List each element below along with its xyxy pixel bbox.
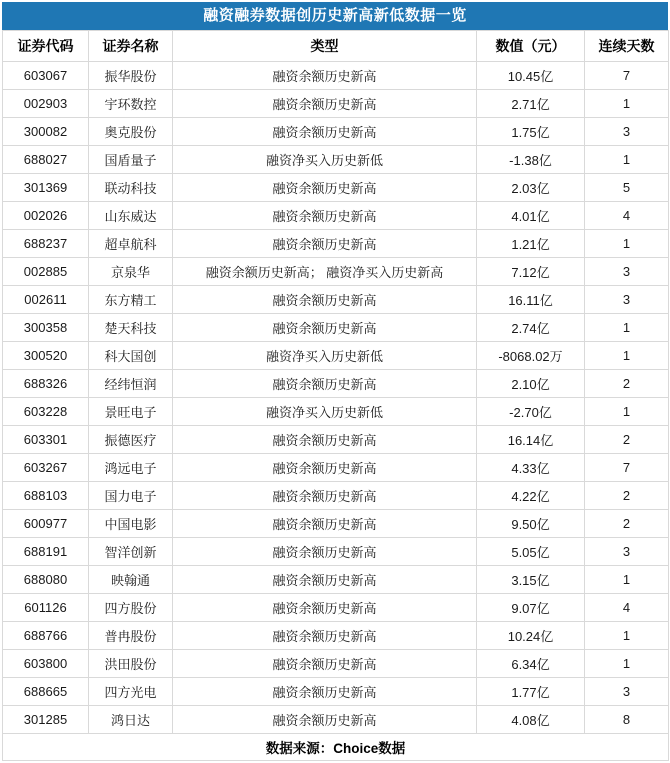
cell-type: 融资余额历史新高 (173, 118, 477, 146)
cell-security-name: 振华股份 (89, 62, 173, 90)
cell-value: 1.75亿 (477, 118, 585, 146)
cell-consecutive-days: 1 (585, 314, 669, 342)
cell-type: 融资净买入历史新低 (173, 146, 477, 174)
cell-value: -1.38亿 (477, 146, 585, 174)
cell-type: 融资余额历史新高 (173, 230, 477, 258)
cell-type: 融资余额历史新高 (173, 594, 477, 622)
cell-security-code: 688326 (3, 370, 89, 398)
cell-consecutive-days: 2 (585, 510, 669, 538)
cell-value: 4.08亿 (477, 706, 585, 734)
cell-security-name: 振德医疗 (89, 426, 173, 454)
table-row (3, 342, 669, 370)
table-row (3, 426, 669, 454)
cell-type: 融资余额历史新高 (173, 90, 477, 118)
cell-value: 2.03亿 (477, 174, 585, 202)
cell-security-name: 普冉股份 (89, 622, 173, 650)
cell-type: 融资净买入历史新低 (173, 398, 477, 426)
cell-type: 融资余额历史新高 (173, 314, 477, 342)
cell-consecutive-days: 1 (585, 622, 669, 650)
cell-security-name: 楚天科技 (89, 314, 173, 342)
cell-security-name: 鸿远电子 (89, 454, 173, 482)
cell-value: 2.10亿 (477, 370, 585, 398)
cell-value: 9.07亿 (477, 594, 585, 622)
col-header-consecutive-days: 连续天数 (585, 31, 669, 62)
cell-security-name: 国盾量子 (89, 146, 173, 174)
cell-value: 3.15亿 (477, 566, 585, 594)
cell-security-code: 002026 (3, 202, 89, 230)
table-row (3, 286, 669, 314)
table-row (3, 706, 669, 734)
cell-security-code: 688665 (3, 678, 89, 706)
table-row (3, 118, 669, 146)
cell-security-code: 002903 (3, 90, 89, 118)
cell-security-code: 002611 (3, 286, 89, 314)
cell-security-code: 688237 (3, 230, 89, 258)
table-row (3, 510, 669, 538)
cell-consecutive-days: 3 (585, 678, 669, 706)
cell-value: 4.22亿 (477, 482, 585, 510)
cell-security-name: 中国电影 (89, 510, 173, 538)
table-row (3, 258, 669, 286)
cell-security-name: 奥克股份 (89, 118, 173, 146)
cell-security-name: 宇环数控 (89, 90, 173, 118)
cell-security-name: 四方光电 (89, 678, 173, 706)
cell-type: 融资余额历史新高； 融资净买入历史新高 (173, 258, 477, 286)
cell-type: 融资余额历史新高 (173, 510, 477, 538)
cell-type: 融资余额历史新高 (173, 622, 477, 650)
col-header-security-name: 证券名称 (89, 31, 173, 62)
cell-security-name: 经纬恒润 (89, 370, 173, 398)
cell-security-code: 601126 (3, 594, 89, 622)
cell-security-code: 300082 (3, 118, 89, 146)
cell-value: 16.14亿 (477, 426, 585, 454)
cell-value: 4.01亿 (477, 202, 585, 230)
cell-security-name: 超卓航科 (89, 230, 173, 258)
cell-security-name: 洪田股份 (89, 650, 173, 678)
cell-security-code: 688027 (3, 146, 89, 174)
cell-security-code: 603228 (3, 398, 89, 426)
cell-consecutive-days: 7 (585, 454, 669, 482)
table-row (3, 174, 669, 202)
cell-consecutive-days: 3 (585, 538, 669, 566)
cell-security-code: 603301 (3, 426, 89, 454)
cell-consecutive-days: 2 (585, 370, 669, 398)
source-row (3, 734, 669, 761)
cell-security-code: 300520 (3, 342, 89, 370)
cell-value: 2.71亿 (477, 90, 585, 118)
col-header-type: 类型 (173, 31, 477, 62)
cell-type: 融资净买入历史新低 (173, 342, 477, 370)
cell-type: 融资余额历史新高 (173, 174, 477, 202)
cell-security-name: 四方股份 (89, 594, 173, 622)
data-table (2, 30, 669, 761)
cell-value: 10.45亿 (477, 62, 585, 90)
table-row (3, 678, 669, 706)
margin-trading-table (2, 2, 668, 761)
cell-security-code: 603267 (3, 454, 89, 482)
cell-consecutive-days: 1 (585, 146, 669, 174)
cell-security-name: 山东威达 (89, 202, 173, 230)
cell-security-name: 国力电子 (89, 482, 173, 510)
cell-type: 融资余额历史新高 (173, 202, 477, 230)
cell-value: 2.74亿 (477, 314, 585, 342)
cell-consecutive-days: 8 (585, 706, 669, 734)
cell-security-code: 600977 (3, 510, 89, 538)
table-row (3, 90, 669, 118)
cell-value: 1.77亿 (477, 678, 585, 706)
data-source-label: 数据来源：Choice数据 (3, 734, 669, 761)
cell-security-code: 603067 (3, 62, 89, 90)
cell-security-code: 301369 (3, 174, 89, 202)
cell-security-name: 景旺电子 (89, 398, 173, 426)
cell-security-name: 科大国创 (89, 342, 173, 370)
cell-consecutive-days: 1 (585, 342, 669, 370)
table-row (3, 566, 669, 594)
table-row (3, 146, 669, 174)
cell-consecutive-days: 1 (585, 90, 669, 118)
cell-consecutive-days: 5 (585, 174, 669, 202)
cell-value: -8068.02万 (477, 342, 585, 370)
cell-type: 融资余额历史新高 (173, 370, 477, 398)
table-row (3, 454, 669, 482)
table-row (3, 538, 669, 566)
cell-type: 融资余额历史新高 (173, 62, 477, 90)
cell-value: 5.05亿 (477, 538, 585, 566)
cell-security-code: 301285 (3, 706, 89, 734)
table-row (3, 230, 669, 258)
cell-consecutive-days: 7 (585, 62, 669, 90)
cell-security-code: 603800 (3, 650, 89, 678)
cell-value: 16.11亿 (477, 286, 585, 314)
cell-consecutive-days: 1 (585, 650, 669, 678)
cell-type: 融资余额历史新高 (173, 426, 477, 454)
cell-security-name: 鸿日达 (89, 706, 173, 734)
table-row (3, 62, 669, 90)
table-row (3, 202, 669, 230)
table-row (3, 482, 669, 510)
cell-value: 7.12亿 (477, 258, 585, 286)
cell-security-code: 688766 (3, 622, 89, 650)
cell-value: 9.50亿 (477, 510, 585, 538)
cell-security-name: 智洋创新 (89, 538, 173, 566)
cell-consecutive-days: 1 (585, 230, 669, 258)
table-row (3, 314, 669, 342)
cell-consecutive-days: 1 (585, 398, 669, 426)
cell-value: 1.21亿 (477, 230, 585, 258)
cell-security-code: 002885 (3, 258, 89, 286)
table-body (3, 62, 669, 734)
header-row (3, 31, 669, 62)
table-row (3, 622, 669, 650)
cell-security-name: 东方精工 (89, 286, 173, 314)
cell-value: -2.70亿 (477, 398, 585, 426)
cell-security-code: 688103 (3, 482, 89, 510)
cell-type: 融资余额历史新高 (173, 678, 477, 706)
cell-security-name: 联动科技 (89, 174, 173, 202)
cell-type: 融资余额历史新高 (173, 286, 477, 314)
cell-type: 融资余额历史新高 (173, 454, 477, 482)
cell-security-code: 688080 (3, 566, 89, 594)
col-header-value: 数值（元） (477, 31, 585, 62)
cell-type: 融资余额历史新高 (173, 538, 477, 566)
cell-consecutive-days: 2 (585, 482, 669, 510)
col-header-security-code: 证券代码 (3, 31, 89, 62)
cell-value: 10.24亿 (477, 622, 585, 650)
cell-value: 4.33亿 (477, 454, 585, 482)
cell-type: 融资余额历史新高 (173, 650, 477, 678)
cell-security-code: 688191 (3, 538, 89, 566)
cell-type: 融资余额历史新高 (173, 706, 477, 734)
cell-value: 6.34亿 (477, 650, 585, 678)
table-row (3, 398, 669, 426)
cell-consecutive-days: 2 (585, 426, 669, 454)
cell-consecutive-days: 3 (585, 118, 669, 146)
table-row (3, 370, 669, 398)
cell-type: 融资余额历史新高 (173, 482, 477, 510)
cell-security-code: 300358 (3, 314, 89, 342)
cell-security-name: 京泉华 (89, 258, 173, 286)
cell-security-name: 映翰通 (89, 566, 173, 594)
cell-consecutive-days: 4 (585, 202, 669, 230)
table-row (3, 650, 669, 678)
cell-type: 融资余额历史新高 (173, 566, 477, 594)
cell-consecutive-days: 3 (585, 258, 669, 286)
table-row (3, 594, 669, 622)
table-title: 融资融券数据创历史新高新低数据一览 (2, 2, 668, 30)
cell-consecutive-days: 1 (585, 566, 669, 594)
cell-consecutive-days: 3 (585, 286, 669, 314)
cell-consecutive-days: 4 (585, 594, 669, 622)
